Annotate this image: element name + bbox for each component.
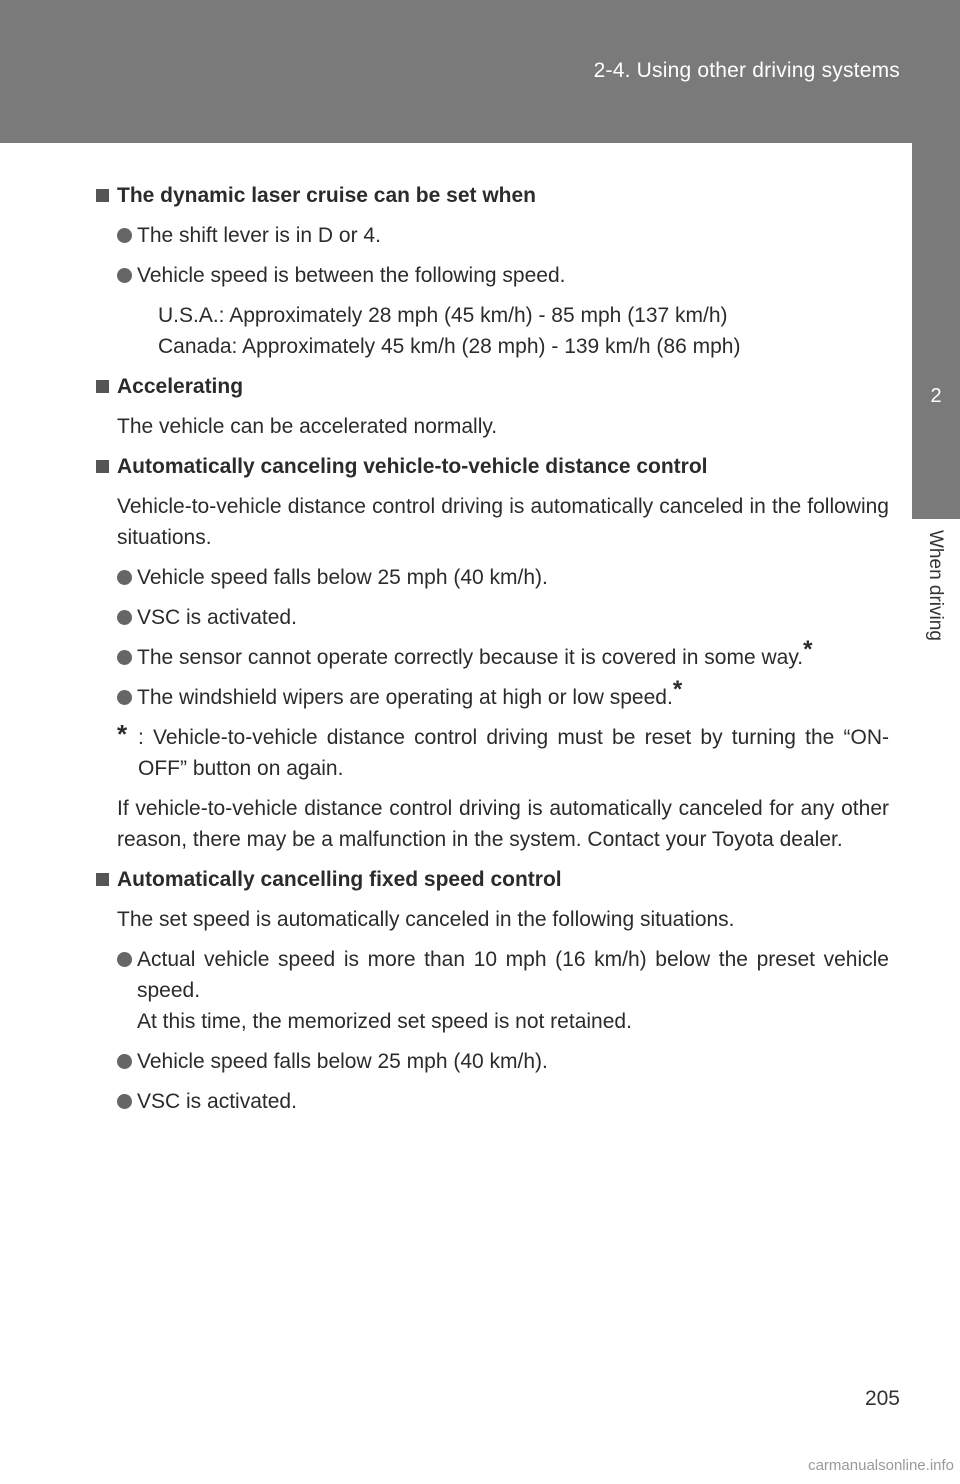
circle-bullet-icon: [117, 1054, 132, 1069]
speed-ranges: [158, 300, 889, 362]
list-item: Vehicle speed is between the following speed.: [117, 260, 889, 291]
circle-bullet-icon: [117, 610, 132, 625]
list-item: VSC is activated.: [117, 1086, 889, 1117]
chapter-label: [912, 530, 960, 670]
paragraph: If vehicle-to-vehicle distance control driving is automatically canceled for any other reason, there may be a malfunction in the system. Contact your Toyota dealer.: [117, 797, 889, 851]
circle-bullet-icon: [117, 268, 132, 283]
list-item: The windshield wipers are operating at high or low speed.*: [117, 682, 889, 713]
square-bullet-icon: [96, 189, 109, 202]
watermark: carmanualsonline.info: [808, 1457, 954, 1474]
square-bullet-icon: [96, 460, 109, 473]
footnote: * : Vehicle-to-vehicle distance control driving must be reset by turning the “ON-OFF” button on again.: [117, 719, 889, 780]
circle-bullet-icon: [117, 690, 132, 705]
list-item: Vehicle speed falls below 25 mph (40 km/h).: [117, 1046, 889, 1077]
square-bullet-icon: [96, 873, 109, 886]
paragraph: Vehicle-to-vehicle distance control driving is automatically canceled in the following situations.: [117, 495, 889, 549]
list-item: The shift lever is in D or 4.: [117, 220, 889, 251]
heading-set-when: The dynamic laser cruise can be set when: [96, 180, 889, 211]
square-bullet-icon: [96, 380, 109, 393]
heading-cancel-fixed: Automatically cancelling fixed speed control: [96, 864, 889, 895]
chapter-number: 2: [930, 385, 942, 407]
page-number: 205: [864, 1387, 900, 1410]
chapter-label-text: When driving: [925, 530, 946, 641]
circle-bullet-icon: [117, 952, 132, 967]
heading-cancel-distance: Automatically canceling vehicle-to-vehicle distance control: [96, 451, 889, 482]
heading-accelerating: Accelerating: [96, 371, 889, 402]
usa-speed-range: U.S.A.: Approximately 28 mph (45 km/h) - 85 mph (137 km/h): [158, 304, 728, 327]
circle-bullet-icon: [117, 228, 132, 243]
asterisk-mark: *: [117, 719, 128, 749]
page-content: [96, 180, 889, 1126]
list-item: VSC is activated.: [117, 602, 889, 633]
circle-bullet-icon: [117, 1094, 132, 1109]
chapter-tab: [912, 143, 960, 519]
section-title: 2-4. Using other driving systems: [593, 59, 900, 82]
list-item: Vehicle speed falls below 25 mph (40 km/h).: [117, 562, 889, 593]
asterisk-mark: *: [803, 636, 813, 663]
circle-bullet-icon: [117, 650, 132, 665]
circle-bullet-icon: [117, 570, 132, 585]
paragraph: The set speed is automatically canceled in the following situations.: [117, 908, 735, 931]
list-item: The sensor cannot operate correctly because it is covered in some way.*: [117, 642, 889, 673]
asterisk-mark: *: [672, 676, 683, 703]
page-header: [0, 0, 960, 143]
list-item: Actual vehicle speed is more than 10 mph (16 km/h) below the preset vehicle speed. At this time, the memorized set speed is not retained.: [117, 944, 889, 1037]
paragraph: The vehicle can be accelerated normally.: [117, 415, 498, 438]
canada-speed-range: Canada: Approximately 45 km/h (28 mph) - 139 km/h (86 mph): [158, 335, 741, 358]
